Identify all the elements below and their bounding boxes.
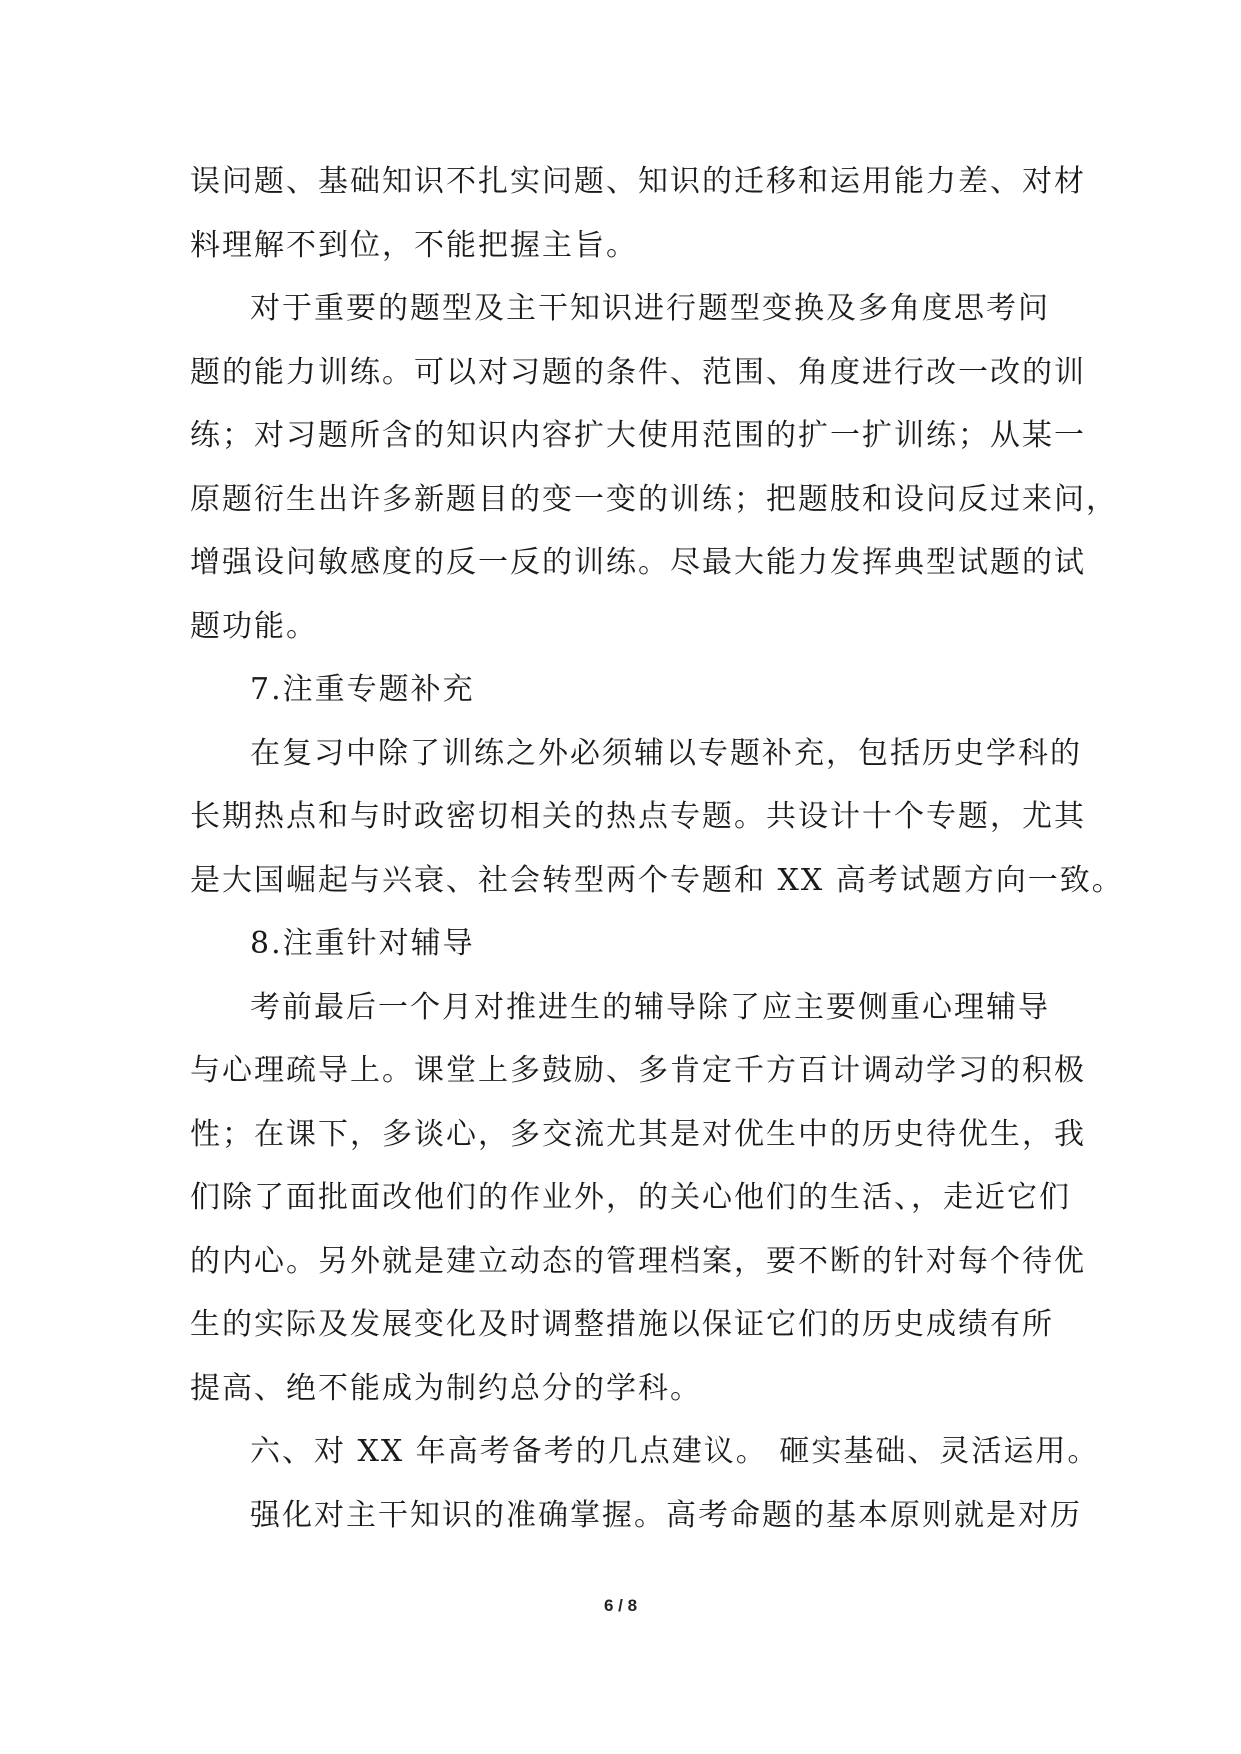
text-line: 题功能。 [190,608,318,644]
section-heading: 六、对 XX 年高考备考的几点建议。 砸实基础、灵活运用。 [250,1434,1100,1469]
text-line: 增强设问敏感度的反一反的训练。尽最大能力发挥典型试题的试 [190,545,1086,580]
text-line: 的内心。另外就是建立动态的管理档案，要不断的针对每个待优 [190,1243,1086,1279]
text-line: 误问题、基础知识不扎实问题、知识的迁移和运用能力差、对材 [190,164,1086,199]
text-line: 长期热点和与时政密切相关的热点专题。共设计十个专题，尤其 [190,799,1086,834]
section-heading: 7.注重专题补充 [250,672,475,707]
text-line: 料理解不到位，不能把握主旨。 [190,227,638,263]
text-line: 性；在课下，多谈心，多交流尤其是对优生中的历史待优生，我 [190,1116,1086,1152]
page-number: 6 / 8 [603,1596,638,1615]
document-body [190,150,1124,1547]
text-line: 们除了面批面改他们的作业外，的关心他们的生活、，走近它们 [190,1180,1071,1215]
text-line: 提高、绝不能成为制约总分的学科。 [190,1370,702,1406]
text-line: 练；对习题所含的知识内容扩大使用范围的扩一扩训练；从某一 [190,418,1086,453]
text-line: 是大国崛起与兴衰、社会转型两个专题和 XX 高考试题方向一致。 [190,862,1124,898]
paragraph-start: 考前最后一个月对推进生的辅导除了应主要侧重心理辅导 [250,989,1050,1025]
text-line: 与心理疏导上。课堂上多鼓励、多肯定千方百计调动学习的积极 [190,1053,1086,1088]
paragraph-start: 强化对主干知识的准确掌握。高考命题的基本原则就是对历 [250,1497,1082,1533]
text-line: 题的能力训练。可以对习题的条件、范围、角度进行改一改的训 [190,354,1086,390]
text-line: 原题衍生出许多新题目的变一变的训练；把题肢和设问反过来问， [190,481,1118,517]
section-heading: 8.注重针对辅导 [250,926,475,961]
paragraph-start: 对于重要的题型及主干知识进行题型变换及多角度思考问 [250,291,1050,326]
text-line: 生的实际及发展变化及时调整措施以保证它们的历史成绩有所 [190,1307,1054,1342]
paragraph-start: 在复习中除了训练之外必须辅以专题补充，包括历史学科的 [250,735,1082,771]
